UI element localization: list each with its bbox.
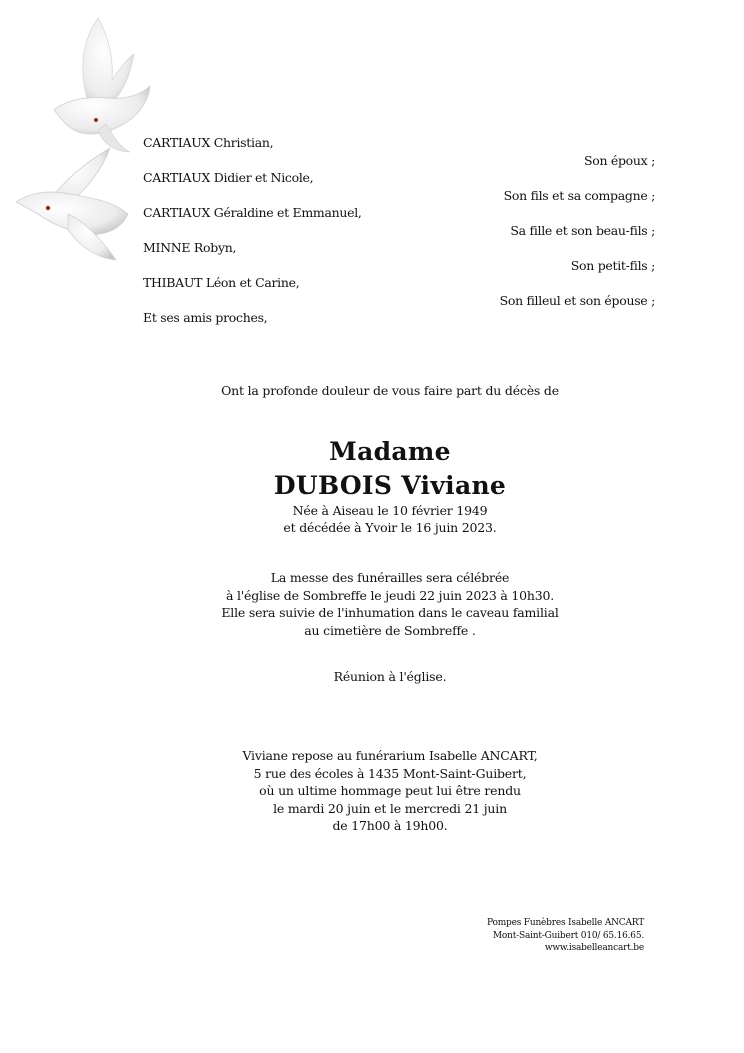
ceremony-line: Elle sera suivie de l'inhumation dans le caveau familial xyxy=(221,605,559,620)
family-relation: Son filleul et son épouse ; xyxy=(499,292,655,308)
doves-icon xyxy=(10,14,160,264)
footer-company: Pompes Funèbres Isabelle ANCART xyxy=(487,918,644,928)
family-name: Et ses amis proches, xyxy=(143,310,268,325)
reunion-text: Réunion à l'église. xyxy=(333,669,447,684)
family-list xyxy=(143,134,655,327)
funeral-home-block xyxy=(0,747,744,835)
birth-death-block xyxy=(0,502,744,536)
birth-line: Née à Aiseau le 10 février 1949 xyxy=(292,503,488,518)
ceremony-line: au cimetière de Sombreffe . xyxy=(304,622,476,638)
rest-line: le mardi 20 juin et le mercredi 21 juin xyxy=(273,800,507,816)
lower-dove-icon xyxy=(16,148,128,260)
rest-line: de 17h00 à 19h00. xyxy=(332,818,448,833)
rest-line: où un ultime hommage peut lui être rendu xyxy=(259,783,521,798)
ceremony-line: La messe des funérailles sera célébrée xyxy=(270,570,510,585)
family-name: THIBAUT Léon et Carine, xyxy=(143,275,300,290)
family-name: CARTIAUX Christian, xyxy=(143,135,274,150)
family-relation: Son époux ; xyxy=(583,152,655,168)
family-relation: Sa fille et son beau-fils ; xyxy=(510,222,655,238)
upper-dove-icon xyxy=(54,18,150,152)
family-relation: Son fils et sa compagne ; xyxy=(503,187,655,203)
rest-line: Viviane repose au funérarium Isabelle ANCART, xyxy=(242,748,538,763)
ceremony-block xyxy=(0,569,744,639)
family-name: CARTIAUX Didier et Nicole, xyxy=(143,170,314,185)
rest-line: 5 rue des écoles à 1435 Mont-Saint-Guibert, xyxy=(253,765,527,781)
family-name: MINNE Robyn, xyxy=(143,240,237,255)
footer-phone: Mont-Saint-Guibert 010/ 65.16.65. xyxy=(492,930,644,941)
deceased-name: DUBOIS Viviane xyxy=(273,471,507,500)
funeral-home-footer xyxy=(487,917,644,955)
death-line: et décédée à Yvoir le 16 juin 2023. xyxy=(283,520,497,535)
family-relation: Son petit-fils ; xyxy=(570,257,655,273)
ceremony-line: à l'église de Sombreffe le jeudi 22 juin 2023 à 10h30. xyxy=(225,587,555,603)
family-name: CARTIAUX Géraldine et Emmanuel, xyxy=(143,205,362,220)
footer-website-link[interactable]: www.isabelleancart.be xyxy=(544,943,644,953)
deceased-title: Madame xyxy=(329,437,451,466)
announcement-text: Ont la profonde douleur de vous faire part du décès de xyxy=(221,383,559,398)
